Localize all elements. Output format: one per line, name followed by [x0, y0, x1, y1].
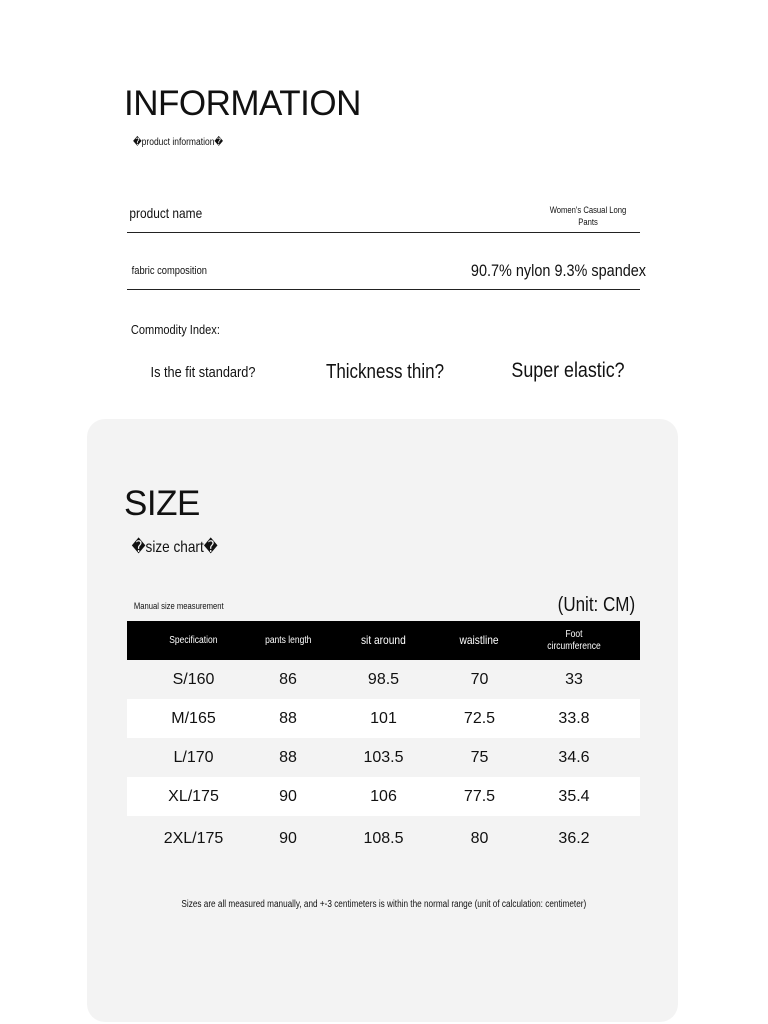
- table-cell: 88: [260, 738, 316, 777]
- table-cell: 33: [508, 660, 640, 699]
- table-cell: 90: [260, 777, 316, 816]
- table-cell: L/170: [127, 738, 260, 777]
- header-specification: [127, 621, 260, 660]
- table-row: [127, 699, 640, 738]
- table-row: [127, 816, 640, 862]
- table-row: [127, 738, 640, 777]
- table-cell: 106: [316, 777, 451, 816]
- measurement-note-text: Sizes are all measured manually, and +-3 centimeters is within the normal range (unit of calculation: centimeter): [181, 899, 587, 910]
- thickness-question: Thickness thin?: [325, 361, 445, 383]
- size-title: SIZE: [124, 484, 200, 523]
- table-cell: 90: [260, 816, 316, 862]
- product-name-label: product name: [129, 205, 203, 221]
- divider: [127, 232, 640, 233]
- header-pants-length: [260, 621, 316, 660]
- table-cell: 70: [451, 660, 508, 699]
- header-label: pants length: [264, 634, 312, 646]
- header-sit-around: [316, 621, 451, 660]
- table-cell: 103.5: [316, 738, 451, 777]
- table-cell: 108.5: [316, 816, 451, 862]
- table-cell: 75: [451, 738, 508, 777]
- size-subtitle: �size chart�: [131, 539, 218, 556]
- table-cell: 2XL/175: [127, 816, 260, 862]
- info-subtitle: �product information�: [132, 137, 224, 148]
- size-table: [127, 621, 640, 862]
- header-label: sit around: [361, 632, 406, 647]
- unit-label: (Unit: CM): [557, 594, 635, 616]
- table-cell: 88: [260, 699, 316, 738]
- header-foot-circumference: [508, 621, 640, 660]
- table-cell: 98.5: [316, 660, 451, 699]
- header-label: Specification: [169, 634, 218, 646]
- header-label: Foot circumference: [547, 628, 601, 652]
- info-title: INFORMATION: [124, 84, 361, 123]
- product-name-value: Women's Casual Long Pants: [549, 205, 627, 227]
- table-cell: 77.5: [451, 777, 508, 816]
- table-cell: 101: [316, 699, 451, 738]
- header-label: waistline: [459, 632, 500, 647]
- table-row: [127, 777, 640, 816]
- elastic-question: Super elastic?: [511, 359, 625, 382]
- table-header-row: [127, 621, 640, 660]
- table-row: [127, 660, 640, 699]
- header-waistline: [451, 621, 508, 660]
- fabric-composition-value: 90.7% nylon 9.3% spandex: [470, 261, 646, 280]
- commodity-index-label: Commodity Index:: [130, 322, 220, 337]
- table-cell: 35.4: [508, 777, 640, 816]
- table-cell: S/160: [127, 660, 260, 699]
- measurement-note: [0, 899, 768, 910]
- table-cell: 34.6: [508, 738, 640, 777]
- manual-measurement-label: Manual size measurement: [133, 601, 224, 611]
- table-cell: M/165: [127, 699, 260, 738]
- table-cell: XL/175: [127, 777, 260, 816]
- table-cell: 86: [260, 660, 316, 699]
- table-cell: 33.8: [508, 699, 640, 738]
- fabric-composition-label: fabric composition: [131, 265, 208, 277]
- fit-question: Is the fit standard?: [150, 364, 256, 381]
- table-cell: 36.2: [508, 816, 640, 862]
- table-cell: 72.5: [451, 699, 508, 738]
- divider: [127, 289, 640, 290]
- table-cell: 80: [451, 816, 508, 862]
